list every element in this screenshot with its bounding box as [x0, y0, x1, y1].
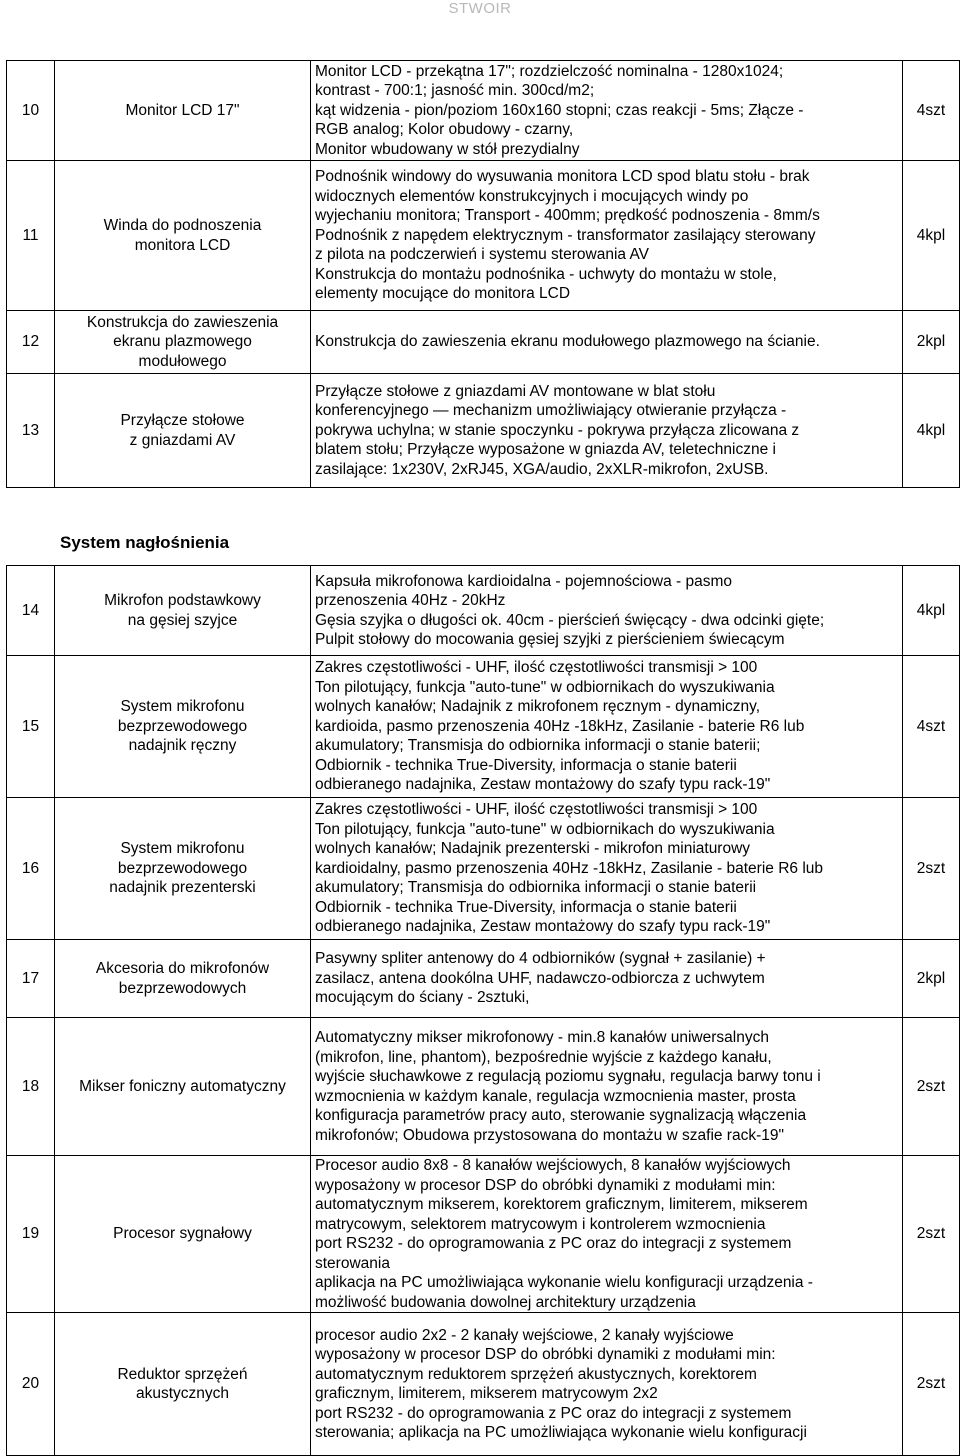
item-name [55, 656, 311, 798]
item-number: 18 [7, 1018, 55, 1156]
item-description-line: Automatyczny mikser mikrofonowy - min.8 kanałów uniwersalnych [315, 1029, 769, 1046]
item-description-line: Pulpit stołowy do mocowania gęsiej szyjki z pierścieniem świecącym [315, 631, 785, 648]
item-quantity: 2kpl [903, 311, 960, 374]
item-description-line: sterowania [315, 1254, 390, 1272]
table-row [7, 1018, 960, 1156]
item-quantity: 2kpl [903, 940, 960, 1018]
item-name-line: Reduktor sprzężeń [117, 1365, 248, 1383]
item-description-line: przenoszenia 40Hz - 20kHz [315, 592, 506, 609]
table-row [7, 161, 960, 311]
item-description-line: kardioida, pasmo przenoszenia 40Hz -18kHz, Zasilanie - baterie R6 lub [315, 717, 805, 735]
table-row [7, 566, 960, 656]
item-description [311, 798, 903, 940]
item-number: 19 [7, 1156, 55, 1313]
item-description-line: akumulatory; Transmisja do odbiornika informacji o stanie baterii [315, 879, 757, 897]
equipment-table-2 [6, 565, 960, 1456]
item-description-line: port RS232 - do oprogramowania z PC oraz do integracji z systemem [315, 1404, 792, 1422]
item-description [311, 566, 903, 656]
item-name-line: monitora LCD [134, 236, 231, 254]
item-number: 20 [7, 1313, 55, 1456]
item-description [311, 656, 903, 798]
item-description-line: Przyłącze stołowe z gniazdami AV montowane w blat stołu [315, 382, 716, 400]
item-description-line: Procesor audio 8x8 - 8 kanałów wejściowych, 8 kanałów wyjściowych [315, 1157, 791, 1174]
item-name [55, 311, 311, 374]
item-description-line: Pasywny spliter antenowy do 4 odbiorników (sygnał + zasilanie) + [315, 950, 766, 968]
item-description-line: RGB analog; Kolor obudowy - czarny, [315, 121, 574, 139]
item-description-line: Odbiornik - technika True-Diversity, informacja o stanie baterii [315, 756, 737, 774]
item-description-line: konferencyjnego — mechanizm umożliwiający otwieranie przyłącza - [315, 402, 787, 420]
item-name-line: na gęsiej szyjce [127, 611, 238, 629]
item-description-line: aplikacja na PC umożliwiająca wykonanie wielu konfiguracji urządzenia - [315, 1274, 813, 1291]
item-name-line: System mikrofonu [120, 698, 245, 716]
table-row [7, 1313, 960, 1456]
item-description-line: wolnych kanałów; Nadajnik z mikrofonem ręcznym - dynamiczny, [315, 698, 761, 716]
item-description-line: automatycznym mikserem, korektorem graficznym, limiterem, mikserem [315, 1196, 808, 1213]
item-description-line: konfiguracja parametrów pracy auto, sterowanie sygnalizacją włączenia [315, 1107, 807, 1124]
item-description-line: mocującym do ściany - 2sztuki, [315, 989, 530, 1007]
table-row [7, 61, 960, 161]
item-description-line: Podnośnik z napędem elektrycznym - transformator zasilający sterowany [315, 226, 816, 244]
item-description [311, 311, 903, 374]
item-name-line: Konstrukcja do zawieszenia [86, 313, 279, 331]
section-title: System nagłośnienia [60, 533, 230, 552]
item-description-line: akumulatory; Transmisja do odbiornika informacji o stanie baterii; [315, 737, 761, 755]
item-name-line: System mikrofonu [120, 840, 245, 858]
item-name-line: Mikser foniczny automatyczny [79, 1077, 286, 1095]
item-name [55, 61, 311, 161]
item-name-line: Akcesoria do mikrofonów [95, 960, 270, 977]
item-description-line: wyposażony w procesor DSP do obróbki dynamiki z modułami min: [315, 1346, 776, 1363]
item-description-line: wolnych kanałów; Nadajnik prezenterski - mikrofon miniaturowy [315, 840, 751, 858]
item-description-line: pokrywa uchylna; w stanie spoczynku - pokrywa przyłącza zlicowana z [315, 421, 800, 439]
item-name [55, 798, 311, 940]
item-name-line: Winda do podnoszenia [103, 217, 262, 234]
page-header: STWOIR [448, 0, 512, 17]
item-description [311, 1018, 903, 1156]
item-description-line: odbieranego nadajnika, Zestaw montażowy do szafy typu rack-19" [315, 776, 771, 794]
item-description-line: z pilota na podczerwień i systemu sterowania AV [315, 246, 649, 264]
item-quantity: 4kpl [903, 374, 960, 488]
item-quantity: 4szt [903, 61, 960, 161]
item-name [55, 566, 311, 656]
item-description-line: procesor audio 2x2 - 2 kanały wejściowe, 2 kanały wyjściowe [315, 1326, 734, 1344]
item-name-line: Procesor sygnałowy [113, 1225, 252, 1243]
item-quantity: 2szt [903, 1018, 960, 1156]
item-name [55, 1156, 311, 1313]
item-description-line: Podnośnik windowy do wysuwania monitora LCD spod blatu stołu - brak [315, 168, 810, 186]
item-name [55, 1018, 311, 1156]
item-description [311, 1313, 903, 1456]
item-name [55, 161, 311, 311]
table-row [7, 940, 960, 1018]
item-name-line: Mikrofon podstawkowy [104, 592, 261, 609]
item-name [55, 940, 311, 1018]
item-description-line: widocznych elementów konstrukcyjnych i mocujących windy po [315, 187, 749, 205]
item-name [55, 374, 311, 488]
item-name [55, 1313, 311, 1456]
item-description-line: port RS232 - do oprogramowania z PC oraz do integracji z systemem [315, 1235, 792, 1252]
item-number: 10 [7, 61, 55, 161]
item-description-line: kardioidalny, pasmo przenoszenia 40Hz -18kHz, Zasilanie - baterie R6 lub [315, 859, 824, 877]
table-row [7, 656, 960, 798]
item-name-line: nadajnik ręczny [128, 737, 237, 755]
item-number: 13 [7, 374, 55, 488]
item-description-line: Odbiornik - technika True-Diversity, informacja o stanie baterii [315, 898, 737, 916]
item-description [311, 1156, 903, 1313]
item-description-line: wzmocnienia w każdym kanale, regulacja wzmocnienia master, prosta [315, 1087, 796, 1105]
table-row [7, 311, 960, 374]
item-description-line: wyjechaniu monitora; Transport - 400mm; prędkość podnoszenia - 8mm/s [315, 207, 820, 225]
item-name-line: Przyłącze stołowe [120, 412, 245, 429]
item-description-line: automatycznym reduktorem sprzężeń akustycznych, korektorem [315, 1365, 757, 1383]
item-number: 16 [7, 798, 55, 940]
item-name-line: akustycznych [135, 1385, 230, 1402]
item-name-line: Monitor LCD 17" [125, 101, 240, 119]
item-description-line: matrycowym, selektorem matrycowym i kontrolerem wzmocnienia [315, 1215, 766, 1233]
table-row [7, 374, 960, 488]
item-description-line: sterowania; aplikacja na PC umożliwiająca wykonanie wielu konfiguracji [315, 1424, 807, 1441]
item-quantity: 4kpl [903, 566, 960, 656]
item-description-line: kontrast - 700:1; jasność min. 300cd/m2; [315, 82, 595, 100]
item-name-line: nadajnik prezenterski [109, 879, 256, 897]
item-number: 17 [7, 940, 55, 1018]
item-description-line: Konstrukcja do zawieszenia ekranu modułowego plazmowego na ścianie. [315, 333, 820, 351]
item-name-line: ekranu plazmowego [113, 333, 252, 351]
item-description-line: (mikrofon, line, phantom), bezpośrednie wyjście z każdego kanału, [315, 1048, 772, 1066]
item-description-line: odbieranego nadajnika, Zestaw montażowy do szafy typu rack-19" [315, 918, 771, 936]
item-name-line: bezprzewodowych [118, 979, 247, 997]
item-description-line: Monitor LCD - przekątna 17"; rozdzielczość nominalna - 1280x1024; [315, 62, 784, 80]
table-row [7, 798, 960, 940]
item-number: 12 [7, 311, 55, 374]
item-description-line: mikrofonów; Obudowa przystosowana do montażu w szafie rack-19" [315, 1126, 784, 1144]
item-number: 14 [7, 566, 55, 656]
item-description-line: zasilające: 1x230V, 2xRJ45, XGA/audio, 2xXLR-mikrofon, 2xUSB. [315, 460, 769, 478]
item-name-line: bezprzewodowego [117, 717, 248, 735]
item-quantity: 2szt [903, 1313, 960, 1456]
item-description-line: wyjście słuchawkowe z regulacją poziomu sygnału, regulacja barwy tonu i [315, 1068, 821, 1085]
item-description-line: graficznym, limiterem, mikserem matrycowym 2x2 [315, 1385, 658, 1402]
table-row [7, 1156, 960, 1313]
item-description-line: kąt widzenia - pion/poziom 160x160 stopni; czas reakcji - 5ms; Złącze - [315, 101, 804, 119]
item-description-line: blatem stołu; Przyłącze wyposażone w gniazda AV, teletechniczne i [315, 441, 776, 459]
item-description-line: wyposażony w procesor DSP do obróbki dynamiki z modułami min: [315, 1176, 776, 1194]
item-quantity: 2szt [903, 1156, 960, 1313]
item-description [311, 374, 903, 488]
item-description-line: Gęsia szyjka o długości ok. 40cm - pierścień święcący - dwa odcinki gięte; [315, 611, 825, 629]
item-description-line: możliwość budowania dowolnej architektury urządzenia [315, 1293, 696, 1311]
item-description-line: zasilacz, antena dookólna UHF, nadawczo-odbiorcza z uchwytem [315, 969, 765, 987]
item-description-line: Ton pilotujący, funkcja "auto-tune" w odbiornikach do wyszukiwania [315, 820, 775, 838]
item-description-line: Monitor wbudowany w stół prezydialny [315, 140, 580, 158]
equipment-table-1 [6, 60, 960, 488]
item-quantity: 4kpl [903, 161, 960, 311]
item-description-line: Zakres częstotliwości - UHF, ilość częstotliwości transmisji > 100 [315, 801, 758, 819]
item-description-line: Ton pilotujący, funkcja "auto-tune" w odbiornikach do wyszukiwania [315, 678, 775, 696]
item-quantity: 4szt [903, 656, 960, 798]
item-name-line: modułowego [138, 352, 227, 370]
item-number: 15 [7, 656, 55, 798]
item-name-line: bezprzewodowego [117, 859, 248, 877]
item-description [311, 940, 903, 1018]
item-description [311, 61, 903, 161]
item-quantity: 2szt [903, 798, 960, 940]
item-description-line: Kapsuła mikrofonowa kardioidalna - pojemnościowa - pasmo [315, 572, 732, 590]
item-description-line: elementy mocujące do monitora LCD [315, 285, 571, 303]
item-description-line: Zakres częstotliwości - UHF, ilość częstotliwości transmisji > 100 [315, 659, 758, 677]
item-description-line: Konstrukcja do montażu podnośnika - uchwyty do montażu w stole, [315, 265, 777, 283]
item-description [311, 161, 903, 311]
item-number: 11 [7, 161, 55, 311]
item-name-line: z gniazdami AV [129, 431, 236, 449]
